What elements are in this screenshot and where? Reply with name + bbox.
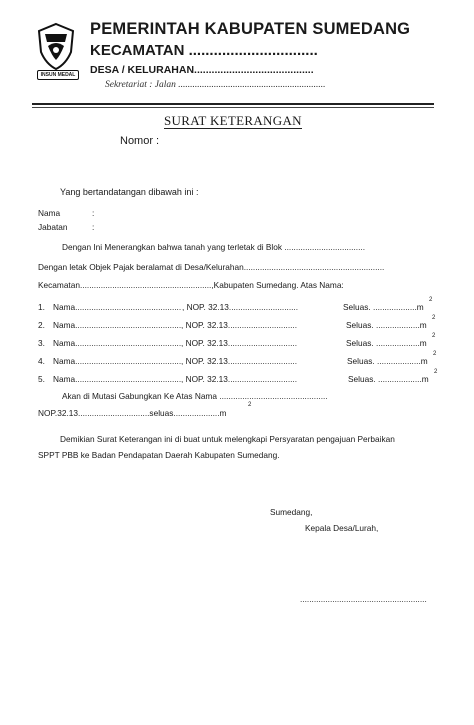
item-seluas: Seluas. ...................m (346, 320, 427, 330)
signature-role: Kepala Desa/Lurah, (305, 523, 379, 533)
list-item (38, 369, 438, 388)
nama-label: Nama (38, 208, 61, 218)
list-item (38, 315, 438, 334)
doc-nomor: Nomor : (120, 135, 160, 147)
mutasi-line2: NOP.32.13...............................seluas....................m (38, 408, 227, 418)
item-unit-superscript: 2 (432, 333, 436, 339)
item-number: 3. (38, 338, 45, 348)
para1-line3: Kecamatan.........................................................,Kabupaten Sumedang. Atas Nama: (38, 280, 344, 290)
item-seluas: Seluas. ...................m (343, 302, 424, 312)
list-item (38, 333, 438, 352)
list-item (38, 351, 438, 370)
item-nama: Nama.............................................. (53, 320, 182, 330)
item-nop: , NOP. 32.13.............................. (182, 302, 299, 312)
letterhead-rule-thin (32, 107, 434, 108)
logo-motto: INSUN MEDAL (40, 72, 76, 78)
item-nama: Nama.............................................. (53, 356, 182, 366)
item-number: 5. (38, 374, 45, 384)
item-seluas: Seluas. ...................m (348, 374, 429, 384)
mutasi-unit-superscript: 2 (248, 402, 252, 408)
letterhead-government: PEMERINTAH KABUPATEN SUMEDANG (90, 20, 411, 38)
closing-line2: SPPT PBB ke Badan Pendapatan Daerah Kabupaten Sumedang. (38, 450, 280, 460)
letterhead-desa: DESA / KELURAHAN......................................... (90, 64, 314, 76)
letterhead-kecamatan: KECAMATAN ............................... (90, 42, 318, 59)
item-number: 2. (38, 320, 45, 330)
item-unit-superscript: 2 (432, 315, 436, 321)
item-unit-superscript: 2 (434, 369, 438, 375)
item-seluas: Seluas. ...................m (346, 338, 427, 348)
item-number: 1. (38, 302, 45, 312)
item-nop: , NOP. 32.13.............................. (181, 374, 298, 384)
item-nama: Nama.............................................. (53, 302, 182, 312)
signature-place: Sumedang, (270, 507, 313, 517)
item-nama: Nama.............................................. (53, 338, 182, 348)
letterhead-address: Sekretariat : Jalan .............................................................. (105, 80, 326, 90)
para1-line1: Dengan Ini Menerangkan bahwa tanah yang terletak di Blok ................................... (62, 242, 365, 252)
doc-title: SURAT KETERANGAN (164, 113, 302, 128)
logo-motto-ribbon (37, 70, 79, 80)
signature-line: ....................................................... (300, 594, 427, 604)
nama-colon: : (92, 208, 95, 218)
mutasi-line1: Akan di Mutasi Gabungkan Ke Atas Nama ............................................... (62, 391, 328, 401)
item-nop: , NOP. 32.13.............................. (181, 320, 298, 330)
item-number: 4. (38, 356, 45, 366)
closing-line1: Demikian Surat Keterangan ini di buat untuk melengkapi Persyaratan pengajuan Perbaikan (60, 434, 395, 444)
item-nop: , NOP. 32.13.............................. (181, 356, 298, 366)
intro-text: Yang bertandatangan dibawah ini : (60, 187, 199, 197)
list-item (38, 297, 438, 316)
jabatan-label: Jabatan (38, 222, 68, 232)
item-seluas: Seluas. ...................m (347, 356, 428, 366)
jabatan-colon: : (92, 222, 95, 232)
item-nama: Nama.............................................. (53, 374, 182, 384)
item-nop: , NOP. 32.13.............................. (181, 338, 298, 348)
para1-line2: Dengan letak Objek Pajak beralamat di Desa/Kelurahan............................................................. (38, 262, 385, 272)
sumedang-regency-emblem-icon (36, 22, 76, 72)
doc-title-underline (164, 128, 302, 129)
item-unit-superscript: 2 (429, 297, 433, 303)
item-unit-superscript: 2 (433, 351, 437, 357)
letterhead-rule-thick (32, 103, 434, 105)
